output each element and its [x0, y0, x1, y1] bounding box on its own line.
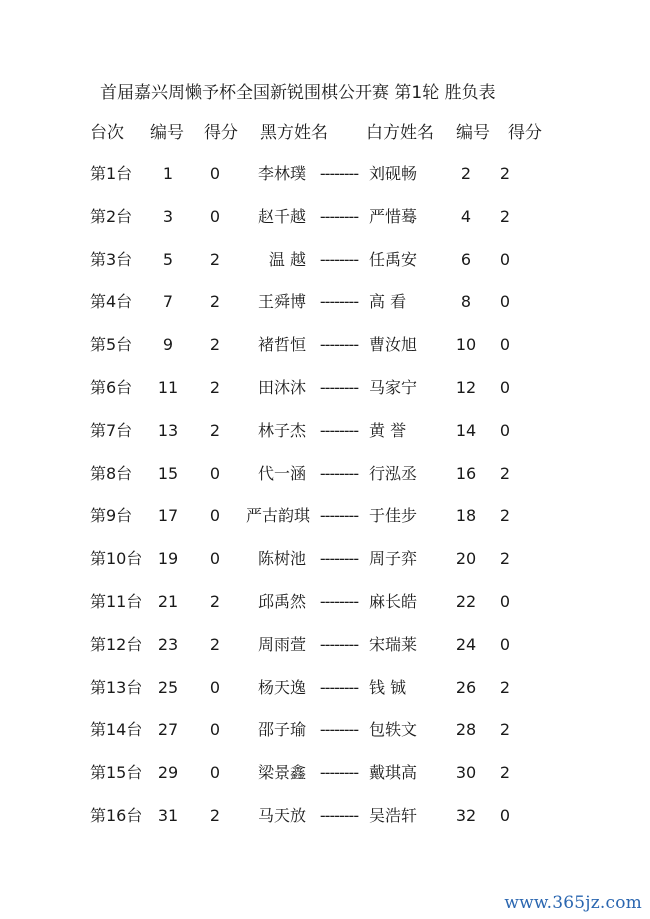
row-white-name: 高 看: [369, 292, 407, 311]
row-board: 第10台: [90, 549, 143, 568]
row-board: 第3台: [90, 250, 133, 269]
table-row: [0, 206, 650, 228]
table-row: [0, 163, 650, 185]
row-white-points: 2: [499, 207, 511, 226]
row-black-name: 邱禹然: [257, 592, 306, 611]
row-white-number: 16: [455, 464, 477, 483]
row-board: 第6台: [90, 378, 133, 397]
row-separator: --------: [319, 207, 359, 226]
row-black-name: 温 越: [268, 250, 306, 269]
row-white-number: 22: [455, 592, 477, 611]
row-black-number: 3: [162, 207, 174, 226]
row-white-points: 2: [499, 763, 511, 782]
row-black-name: 严古韵琪: [246, 506, 311, 525]
row-black-name: 周雨萱: [257, 635, 306, 654]
row-black-number: 27: [157, 720, 179, 739]
row-white-points: 0: [499, 635, 511, 654]
row-board: 第15台: [90, 763, 143, 782]
row-black-number: 19: [157, 549, 179, 568]
header-white-name: 白方姓名: [366, 123, 434, 143]
row-separator: --------: [319, 250, 359, 269]
row-board: 第9台: [90, 506, 133, 525]
row-white-points: 2: [499, 678, 511, 697]
row-black-points: 0: [209, 164, 221, 183]
row-black-points: 0: [209, 506, 221, 525]
row-separator: --------: [319, 292, 359, 311]
row-black-number: 29: [157, 763, 179, 782]
row-white-points: 0: [499, 378, 511, 397]
row-black-name: 田沐沐: [257, 378, 306, 397]
table-row: [0, 377, 650, 399]
row-separator: --------: [319, 678, 359, 697]
row-white-points: 0: [499, 421, 511, 440]
row-black-number: 31: [157, 806, 179, 825]
row-board: 第12台: [90, 635, 143, 654]
row-white-number: 32: [455, 806, 477, 825]
header-black-number: 编号: [150, 123, 184, 143]
row-white-name: 宋瑞莱: [369, 635, 418, 654]
row-white-points: 0: [499, 292, 511, 311]
table-row: [0, 762, 650, 784]
row-white-name: 刘砚畅: [369, 164, 418, 183]
row-black-number: 13: [157, 421, 179, 440]
row-black-points: 2: [209, 421, 221, 440]
row-black-name: 代一涵: [257, 464, 306, 483]
row-white-number: 26: [455, 678, 477, 697]
header-black-points: 得分: [204, 123, 238, 143]
row-black-points: 0: [209, 678, 221, 697]
row-black-name: 王舜博: [257, 292, 306, 311]
row-board: 第11台: [90, 592, 143, 611]
row-white-points: 0: [499, 335, 511, 354]
table-row: [0, 505, 650, 527]
row-separator: --------: [319, 335, 359, 354]
row-board: 第7台: [90, 421, 133, 440]
row-white-points: 2: [499, 549, 511, 568]
row-black-points: 2: [209, 378, 221, 397]
row-black-points: 2: [209, 592, 221, 611]
site-watermark: www.365jz.com: [504, 893, 642, 913]
row-separator: --------: [319, 506, 359, 525]
header-white-number: 编号: [456, 123, 490, 143]
row-white-number: 20: [455, 549, 477, 568]
row-black-name: 陈树池: [257, 549, 306, 568]
row-board: 第14台: [90, 720, 143, 739]
row-separator: --------: [319, 806, 359, 825]
row-white-number: 4: [460, 207, 472, 226]
row-white-number: 8: [460, 292, 472, 311]
table-row: [0, 548, 650, 570]
table-header: [0, 122, 650, 144]
row-board: 第4台: [90, 292, 133, 311]
row-white-name: 于佳步: [369, 506, 418, 525]
row-white-number: 2: [460, 164, 472, 183]
row-board: 第13台: [90, 678, 143, 697]
row-white-name: 包轶文: [369, 720, 418, 739]
row-white-number: 28: [455, 720, 477, 739]
row-separator: --------: [319, 164, 359, 183]
row-black-name: 梁景鑫: [257, 763, 306, 782]
row-black-number: 23: [157, 635, 179, 654]
row-white-points: 0: [499, 806, 511, 825]
row-white-name: 行泓丞: [369, 464, 418, 483]
row-black-number: 7: [162, 292, 174, 311]
table-row: [0, 591, 650, 613]
row-white-number: 14: [455, 421, 477, 440]
row-white-name: 黄 誉: [369, 421, 407, 440]
row-black-points: 0: [209, 207, 221, 226]
row-white-name: 钱 铖: [369, 678, 407, 697]
row-white-name: 戴琪高: [369, 763, 418, 782]
row-black-name: 赵千越: [257, 207, 306, 226]
row-white-name: 马家宁: [369, 378, 418, 397]
row-board: 第5台: [90, 335, 133, 354]
row-white-name: 吴浩轩: [369, 806, 418, 825]
row-board: 第1台: [90, 164, 133, 183]
row-white-number: 6: [460, 250, 472, 269]
row-black-number: 21: [157, 592, 179, 611]
table-row: [0, 334, 650, 356]
row-black-number: 15: [157, 464, 179, 483]
row-black-name: 林子杰: [257, 421, 306, 440]
table-row: [0, 634, 650, 656]
row-black-name: 李林璞: [257, 164, 306, 183]
row-black-number: 9: [162, 335, 174, 354]
row-black-points: 2: [209, 335, 221, 354]
row-separator: --------: [319, 378, 359, 397]
row-black-points: 2: [209, 635, 221, 654]
row-black-points: 0: [209, 549, 221, 568]
row-white-name: 周子弈: [369, 549, 418, 568]
row-white-points: 2: [499, 506, 511, 525]
row-black-name: 马天放: [257, 806, 306, 825]
header-white-points: 得分: [508, 123, 542, 143]
table-row: [0, 805, 650, 827]
header-board: 台次: [90, 123, 124, 143]
row-separator: --------: [319, 763, 359, 782]
row-white-name: 麻长皓: [369, 592, 418, 611]
row-separator: --------: [319, 635, 359, 654]
header-black-name: 黑方姓名: [260, 123, 328, 143]
row-black-points: 0: [209, 763, 221, 782]
row-white-number: 30: [455, 763, 477, 782]
row-separator: --------: [319, 464, 359, 483]
row-separator: --------: [319, 592, 359, 611]
row-white-points: 2: [499, 464, 511, 483]
row-separator: --------: [319, 421, 359, 440]
row-board: 第2台: [90, 207, 133, 226]
table-row: [0, 677, 650, 699]
row-white-name: 任禹安: [369, 250, 418, 269]
table-row: [0, 249, 650, 271]
row-black-points: 0: [209, 464, 221, 483]
row-black-number: 1: [162, 164, 174, 183]
table-row: [0, 719, 650, 741]
row-white-number: 10: [455, 335, 477, 354]
row-white-name: 曹汝旭: [369, 335, 418, 354]
row-white-number: 18: [455, 506, 477, 525]
row-black-number: 5: [162, 250, 174, 269]
row-white-number: 24: [455, 635, 477, 654]
row-board: 第16台: [90, 806, 143, 825]
row-black-points: 2: [209, 250, 221, 269]
row-white-number: 12: [455, 378, 477, 397]
row-white-points: 0: [499, 250, 511, 269]
row-black-name: 杨天逸: [257, 678, 306, 697]
row-black-number: 11: [157, 378, 179, 397]
row-white-name: 严惜蓦: [369, 207, 418, 226]
row-separator: --------: [319, 720, 359, 739]
row-white-points: 2: [499, 164, 511, 183]
row-white-points: 0: [499, 592, 511, 611]
row-black-number: 17: [157, 506, 179, 525]
row-black-points: 0: [209, 720, 221, 739]
row-white-points: 2: [499, 720, 511, 739]
table-row: [0, 291, 650, 313]
row-board: 第8台: [90, 464, 133, 483]
table-row: [0, 463, 650, 485]
row-black-name: 邵子瑜: [257, 720, 306, 739]
row-black-points: 2: [209, 806, 221, 825]
document-title: 首届嘉兴周懒予杯全国新锐围棋公开赛 第1轮 胜负表: [100, 83, 496, 103]
row-black-name: 褚哲恒: [257, 335, 306, 354]
row-black-points: 2: [209, 292, 221, 311]
row-separator: --------: [319, 549, 359, 568]
table-row: [0, 420, 650, 442]
row-black-number: 25: [157, 678, 179, 697]
